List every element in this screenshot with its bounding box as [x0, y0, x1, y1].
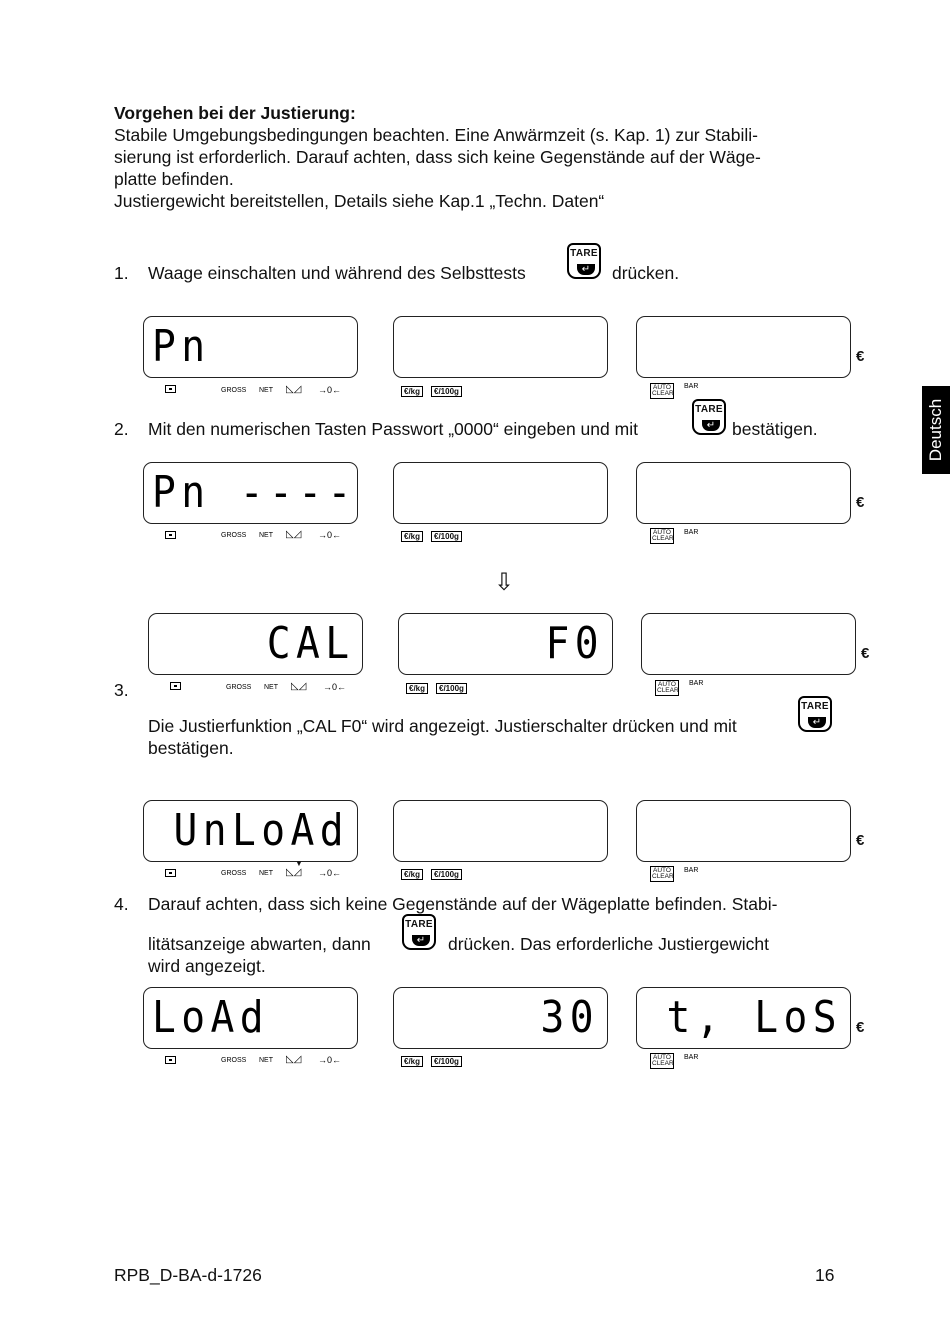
unit-kg-label: €/kg	[406, 683, 428, 694]
battery-icon	[165, 385, 176, 393]
tare-key-icon	[692, 399, 726, 435]
language-tab	[922, 386, 950, 474]
currency-symbol: €	[856, 1019, 865, 1036]
step-2-text: Mit den numerischen Tasten Passwort „0000“ eingeben und mit	[148, 419, 638, 439]
net-label: NET	[259, 532, 273, 539]
unit-kg-label: €/kg	[401, 386, 423, 397]
clear-label: CLEAR	[657, 687, 679, 694]
battery-icon	[165, 869, 176, 877]
lcd-unit-price	[393, 987, 608, 1049]
lcd-total	[636, 462, 851, 524]
net-label: NET	[259, 387, 273, 394]
step-4-line-2-after: drücken. Das erforderliche Justiergewicht	[448, 934, 769, 954]
language-tab-label: Deutsch	[926, 398, 945, 462]
currency-symbol: €	[856, 494, 865, 511]
zero-label: →0←	[318, 530, 342, 540]
step-4-line-1: Darauf achten, dass sich keine Gegenstände auf der Wägeplatte befinden. Stabi-	[148, 894, 778, 914]
currency-symbol: €	[856, 348, 865, 365]
unit-100g-label: €/100g	[436, 683, 467, 694]
stability-icon: ◺◿	[286, 529, 302, 540]
lcd-weight	[143, 800, 358, 862]
lcd-total-value: t, LoS	[666, 992, 842, 1043]
battery-icon	[165, 531, 176, 539]
auto-clear-label	[650, 528, 674, 544]
unit-kg-label: €/kg	[401, 869, 423, 880]
unit-100g-label: €/100g	[431, 869, 462, 880]
step-1-number: 1.	[114, 263, 129, 283]
auto-clear-label	[650, 1053, 674, 1069]
auto-clear-label	[650, 866, 674, 882]
lcd-weight-value: CAL	[266, 618, 354, 669]
lcd-weight-value: Pn	[152, 321, 211, 372]
gross-label: GROSS	[226, 684, 252, 691]
arrow-down-icon: ⇩	[494, 569, 515, 596]
lcd-unit-price	[393, 316, 608, 378]
gross-label: GROSS	[221, 532, 247, 539]
lcd-unit-price	[393, 462, 608, 524]
gross-label: GROSS	[221, 1057, 247, 1064]
enter-icon: ↵	[808, 717, 826, 728]
footer-doc-id: RPB_D-BA-d-1726	[114, 1265, 262, 1285]
auto-label: AUTO	[653, 384, 671, 391]
intro-line-3: platte befinden.	[114, 169, 234, 189]
bar-label: BAR	[684, 529, 699, 536]
stability-icon: ◺◿	[291, 681, 307, 692]
auto-label: AUTO	[658, 681, 676, 688]
tare-key-label: TARE	[405, 919, 433, 930]
clear-label: CLEAR	[652, 1060, 674, 1067]
step-2-number: 2.	[114, 419, 129, 439]
lcd-unit-price	[398, 613, 613, 675]
tare-key-icon	[567, 243, 601, 279]
page-number: 16	[815, 1265, 835, 1285]
lcd-weight	[143, 316, 358, 378]
lcd-weight-value: LoAd	[152, 992, 269, 1043]
auto-clear-label	[650, 383, 674, 399]
zero-label: →0←	[318, 1055, 342, 1065]
auto-label: AUTO	[653, 529, 671, 536]
unit-kg-label: €/kg	[401, 1056, 423, 1067]
intro-line-1: Stabile Umgebungsbedingungen beachten. Eine Anwärmzeit (s. Kap. 1) zur Stabili-	[114, 125, 758, 145]
intro-line-2: sierung ist erforderlich. Darauf achten, dass sich keine Gegenstände auf der Wäge-	[114, 147, 761, 167]
step-4-number: 4.	[114, 894, 129, 914]
battery-icon	[170, 682, 181, 690]
indicator-arrow-icon: ▼	[295, 859, 303, 868]
enter-icon: ↵	[577, 264, 595, 275]
lcd-weight-value: Pn ----	[152, 467, 357, 518]
gross-label: GROSS	[221, 870, 247, 877]
gross-label: GROSS	[221, 387, 247, 394]
tare-key-label: TARE	[570, 248, 598, 259]
tare-key-label: TARE	[801, 701, 829, 712]
unit-100g-label: €/100g	[431, 386, 462, 397]
auto-label: AUTO	[653, 1054, 671, 1061]
step-1-text-after: drücken.	[612, 263, 680, 283]
stability-icon: ◺◿	[286, 384, 302, 395]
bar-label: BAR	[684, 1054, 699, 1061]
battery-icon	[165, 1056, 176, 1064]
auto-clear-label	[655, 680, 679, 696]
clear-label: CLEAR	[652, 390, 674, 397]
step-3-text-after: bestätigen.	[148, 738, 234, 758]
lcd-unit-price	[393, 800, 608, 862]
step-1-text: Waage einschalten und während des Selbsttests	[148, 263, 526, 283]
lcd-total	[636, 316, 851, 378]
enter-icon: ↵	[702, 420, 720, 431]
bar-label: BAR	[689, 680, 704, 687]
tare-key-icon	[402, 914, 436, 950]
lcd-total	[636, 987, 851, 1049]
lcd-total	[641, 613, 856, 675]
section-heading: Vorgehen bei der Justierung:	[114, 103, 356, 123]
lcd-weight	[143, 987, 358, 1049]
currency-symbol: €	[861, 645, 870, 662]
currency-symbol: €	[856, 832, 865, 849]
tare-key-icon	[798, 696, 832, 732]
unit-100g-label: €/100g	[431, 531, 462, 542]
lcd-unit-price-value: F0	[545, 618, 604, 669]
enter-icon: ↵	[412, 935, 430, 946]
clear-label: CLEAR	[652, 535, 674, 542]
net-label: NET	[259, 1057, 273, 1064]
intro-line-4: Justiergewicht bereitstellen, Details siehe Kap.1 „Techn. Daten“	[114, 191, 605, 211]
step-4-line-2: litätsanzeige abwarten, dann	[148, 934, 371, 954]
bar-label: BAR	[684, 383, 699, 390]
unit-100g-label: €/100g	[431, 1056, 462, 1067]
lcd-weight-value: UnLoAd	[173, 805, 349, 856]
stability-icon: ◺◿	[286, 1054, 302, 1065]
step-2-text-after: bestätigen.	[732, 419, 818, 439]
zero-label: →0←	[318, 868, 342, 878]
bar-label: BAR	[684, 867, 699, 874]
zero-label: →0←	[323, 682, 347, 692]
lcd-unit-price-value: 30	[540, 992, 599, 1043]
unit-kg-label: €/kg	[401, 531, 423, 542]
stability-icon: ◺◿	[286, 867, 302, 878]
lcd-weight	[143, 462, 358, 524]
lcd-weight	[148, 613, 363, 675]
zero-label: →0←	[318, 385, 342, 395]
lcd-total	[636, 800, 851, 862]
step-3-number: 3.	[114, 680, 129, 700]
clear-label: CLEAR	[652, 873, 674, 880]
step-3-text: Die Justierfunktion „CAL F0“ wird angezeigt. Justierschalter drücken und mit	[148, 716, 737, 736]
step-4-line-3: wird angezeigt.	[148, 956, 266, 976]
net-label: NET	[264, 684, 278, 691]
net-label: NET	[259, 870, 273, 877]
tare-key-label: TARE	[695, 404, 723, 415]
auto-label: AUTO	[653, 867, 671, 874]
